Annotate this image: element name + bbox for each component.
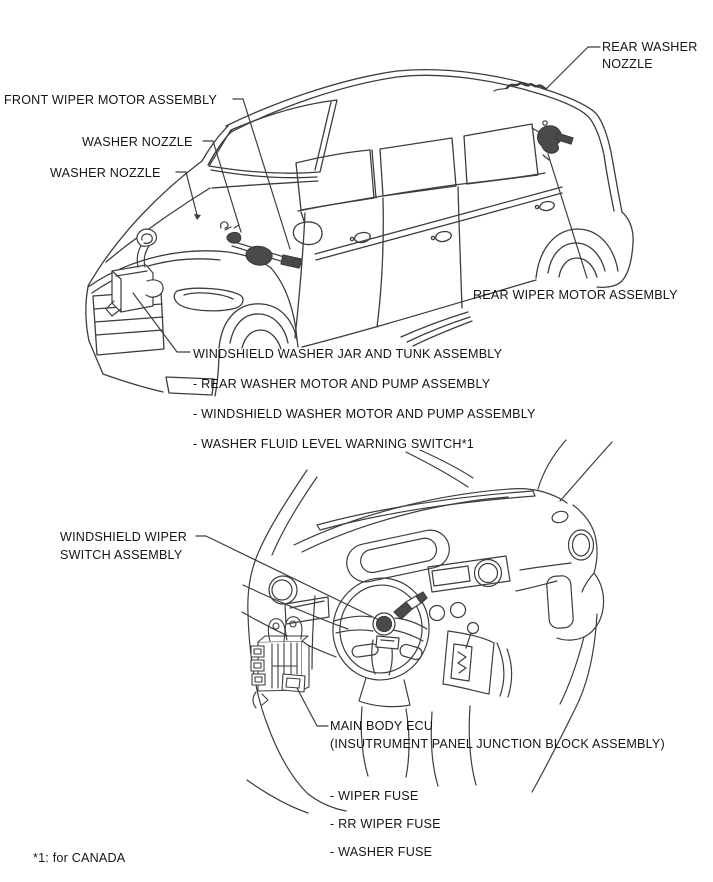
label-line: NOZZLE bbox=[602, 57, 653, 71]
label-front-wiper-motor-assembly: FRONT WIPER MOTOR ASSEMBLY bbox=[4, 93, 218, 107]
label-rear-washer-nozzle bbox=[602, 39, 698, 73]
label-rear-wiper-motor-assembly: REAR WIPER MOTOR ASSEMBLY bbox=[473, 288, 678, 302]
label-windshield-wiper-switch bbox=[60, 528, 187, 564]
label-line: SWITCH ASSEMBLY bbox=[60, 548, 183, 562]
label-rr-wiper-fuse: - RR WIPER FUSE bbox=[330, 817, 441, 831]
label-washer-nozzle-lower: WASHER NOZZLE bbox=[50, 166, 161, 180]
label-line: (INSUTRUMENT PANEL JUNCTION BLOCK ASSEMBLY) bbox=[330, 737, 665, 751]
label-windshield-washer-motor-pump: - WINDSHIELD WASHER MOTOR AND PUMP ASSEMBLY bbox=[193, 407, 536, 421]
label-line: REAR WASHER bbox=[602, 40, 698, 54]
label-rear-washer-motor-pump: - REAR WASHER MOTOR AND PUMP ASSEMBLY bbox=[193, 377, 491, 391]
label-washer-nozzle-upper: WASHER NOZZLE bbox=[82, 135, 193, 149]
label-line: WINDSHIELD WIPER bbox=[60, 530, 188, 544]
label-washer-fuse: - WASHER FUSE bbox=[330, 845, 433, 859]
label-wiper-fuse: - WIPER FUSE bbox=[330, 789, 419, 803]
rear-wiper-motor-drawing bbox=[532, 121, 573, 160]
label-line: MAIN BODY ECU bbox=[330, 719, 434, 733]
wiper-switch-drawing bbox=[373, 592, 427, 649]
dashboard-drawing bbox=[242, 440, 612, 813]
label-washer-jar-assembly: WINDSHIELD WASHER JAR AND TUNK ASSEMBLY bbox=[193, 347, 503, 361]
footnote-canada: *1: for CANADA bbox=[33, 851, 126, 865]
label-main-body-ecu bbox=[330, 717, 665, 753]
washer-jar-drawing bbox=[106, 229, 163, 316]
label-washer-fluid-level-switch: - WASHER FLUID LEVEL WARNING SWITCH*1 bbox=[193, 437, 474, 451]
